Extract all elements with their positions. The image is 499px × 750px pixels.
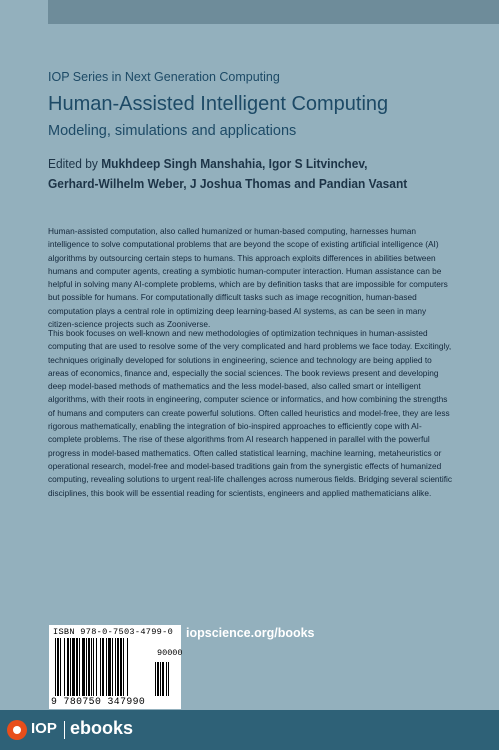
isbn-text: ISBN 978-0-7503-4799-0 — [53, 627, 174, 637]
iop-logo-icon — [7, 720, 27, 740]
supplement-code: 90000 — [157, 648, 183, 658]
footer-bar — [0, 710, 499, 750]
series-name: IOP Series in Next Generation Computing — [48, 70, 280, 84]
editors-prefix: Edited by — [48, 156, 98, 171]
website-link[interactable]: iopscience.org/books — [186, 626, 315, 640]
barcode — [49, 625, 181, 709]
publisher-name: IOP — [31, 720, 57, 737]
editors-line-1: Mukhdeep Singh Manshahia, Igor S Litvinchev, — [101, 156, 368, 171]
brand-divider — [64, 721, 65, 739]
description-paragraph-1: Human-assisted computation, also called humanized or human-based computing, harnesses human intelligence to solve computational problems that are beyond the scope of existing artificial intelligence (AI) algorithms by outsourcing certain steps to humans. This approach exploits differences in abilities between humans and computer agents, creating a symbiotic human-computer interaction. Human assistance can be helpful in solving many AI-complete problems, which are by definition tasks that are impossible for computers but possible for humans. For computationally difficult tasks such as image recognition, human-based computation plays a central role in optimizing deep learning-based AI systems, as can be seen in many citizen-science projects such as Zooniverse. — [48, 226, 448, 330]
ebooks-label: ebooks — [70, 718, 134, 738]
description-paragraph-2: This book focuses on well-known and new methodologies of optimization techniques in human-assisted computing that are used to resolve some of the very complicated and hard problems we face today. Excitingly, techniques originally developed for solutions in engineering, science and technology are being applied to areas of economics, finance and, especially the social sciences. The book reviews present and developing deep model-based methods of mathematics and the less model-based, also called smart or intelligent algorithms, with their roots in engineering, computer science or informatics, and how combining the strengths of humans and computers can create powerful solutions. Often called heuristics and model-free, they are less rigorous mathematically, enabling the integration of bio-inspired approaches to efficiently cope with AI-complete problems. The rise of these algorithms from AI research happened in parallel with the powerful progress in model-based mathematics. Often called statistical learning, machine learning, metaheuristics or operational research, model-free and model-based traditions gain from the synergistic effects of humanized computing, revealing solutions to urgent real-life challenges across numerous fields. Bridging several scientific disciplines, this book will be essential reading for scientists, engineers and applied mathematicians alike. — [48, 328, 452, 498]
barcode-number: 9 780750 347990 — [51, 696, 146, 707]
book-title: Human-Assisted Intelligent Computing — [48, 93, 389, 115]
top-band — [48, 0, 499, 24]
book-subtitle: Modeling, simulations and applications — [48, 123, 297, 139]
barcode-bars — [55, 638, 183, 696]
editors — [48, 154, 453, 194]
editors-line-2: Gerhard-Wilhelm Weber, J Joshua Thomas and Pandian Vasant — [48, 176, 408, 191]
